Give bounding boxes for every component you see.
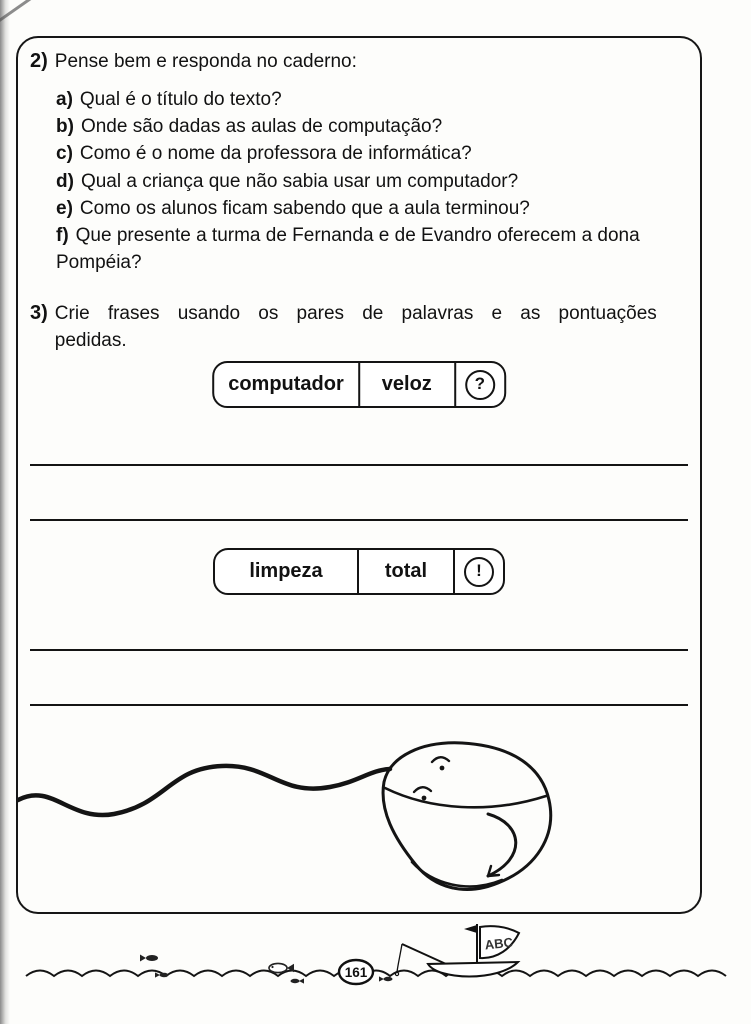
exercise-2-items	[56, 86, 660, 276]
page-number: 161	[344, 965, 368, 980]
exercise-2-number: 2)	[30, 50, 48, 72]
scan-shadow	[0, 0, 10, 1024]
sail-text: ABC	[484, 934, 514, 953]
mouse-eye-dots	[422, 766, 445, 801]
item-text: Como é o nome da professora de informática?	[79, 143, 472, 165]
word-pair-card	[213, 548, 505, 595]
mouse-button-divider	[385, 788, 546, 807]
item-text: Qual é o título do texto?	[79, 89, 282, 110]
page-number-badge	[339, 960, 373, 984]
item-letter: c)	[56, 143, 73, 165]
answer-line	[30, 519, 688, 521]
item-letter: e)	[56, 197, 73, 219]
mouse-illustration	[18, 724, 699, 908]
mouse-smile	[488, 814, 516, 876]
fishing-rod	[402, 944, 446, 964]
item-text: Que presente a turma de Fernanda e de Evandro oferecem a dona Pompéia?	[56, 225, 640, 274]
punctuation-mark: ?	[474, 374, 485, 393]
exercise-3-prompt: Crie frases usando os pares de palavras e as pontuações pedidas.	[54, 303, 657, 351]
pair-word-left: limpeza	[249, 560, 323, 582]
fish-icon	[155, 972, 169, 977]
boat-illustration	[395, 924, 519, 977]
question-item	[56, 113, 660, 140]
shore-scene	[0, 918, 751, 1024]
exclamation-mark-badge	[464, 557, 494, 587]
boat-flag	[464, 925, 477, 933]
question-item	[56, 86, 660, 113]
fishing-line	[397, 944, 402, 972]
exercise-2-prompt: Pense bem e responda no caderno:	[54, 51, 357, 72]
punctuation-cell	[453, 550, 503, 593]
exercise-2-prompt-row	[30, 48, 690, 75]
question-item	[56, 168, 660, 195]
mouse-eye	[432, 757, 449, 762]
punctuation-cell	[454, 363, 504, 406]
question-mark-badge	[465, 370, 495, 400]
mouse-body	[383, 743, 551, 890]
mouse-eye	[414, 787, 431, 792]
waves-illustration	[26, 971, 726, 977]
item-text: Onde são dadas as aulas de computação?	[80, 116, 443, 138]
item-text: Como os alunos ficam sabendo que a aula terminou?	[79, 197, 530, 219]
question-item	[56, 140, 660, 167]
fish-icon	[291, 978, 305, 983]
exercise-3-number: 3)	[30, 302, 48, 324]
item-letter: d)	[56, 170, 74, 192]
exercise-3-prompt-row	[30, 300, 690, 354]
punctuation-mark: !	[476, 561, 482, 580]
fish-icon	[379, 976, 393, 981]
pair-word-left: computador	[228, 373, 344, 395]
pair-word-right: total	[357, 550, 453, 593]
mouse-cable	[18, 766, 390, 815]
item-letter: a)	[56, 89, 73, 110]
content-frame	[16, 36, 702, 914]
fish-icon	[140, 955, 158, 962]
answer-line	[30, 649, 688, 651]
fishing-hook	[395, 972, 398, 975]
question-item	[56, 195, 660, 222]
word-pair-card	[212, 361, 506, 408]
pair-word-right: veloz	[358, 363, 454, 406]
answer-line	[30, 704, 688, 706]
question-item	[56, 222, 660, 276]
item-letter: f)	[56, 225, 69, 247]
item-letter: b)	[56, 116, 74, 138]
item-text: Qual a criança que não sabia usar um computador?	[80, 170, 519, 192]
answer-line	[30, 464, 688, 466]
